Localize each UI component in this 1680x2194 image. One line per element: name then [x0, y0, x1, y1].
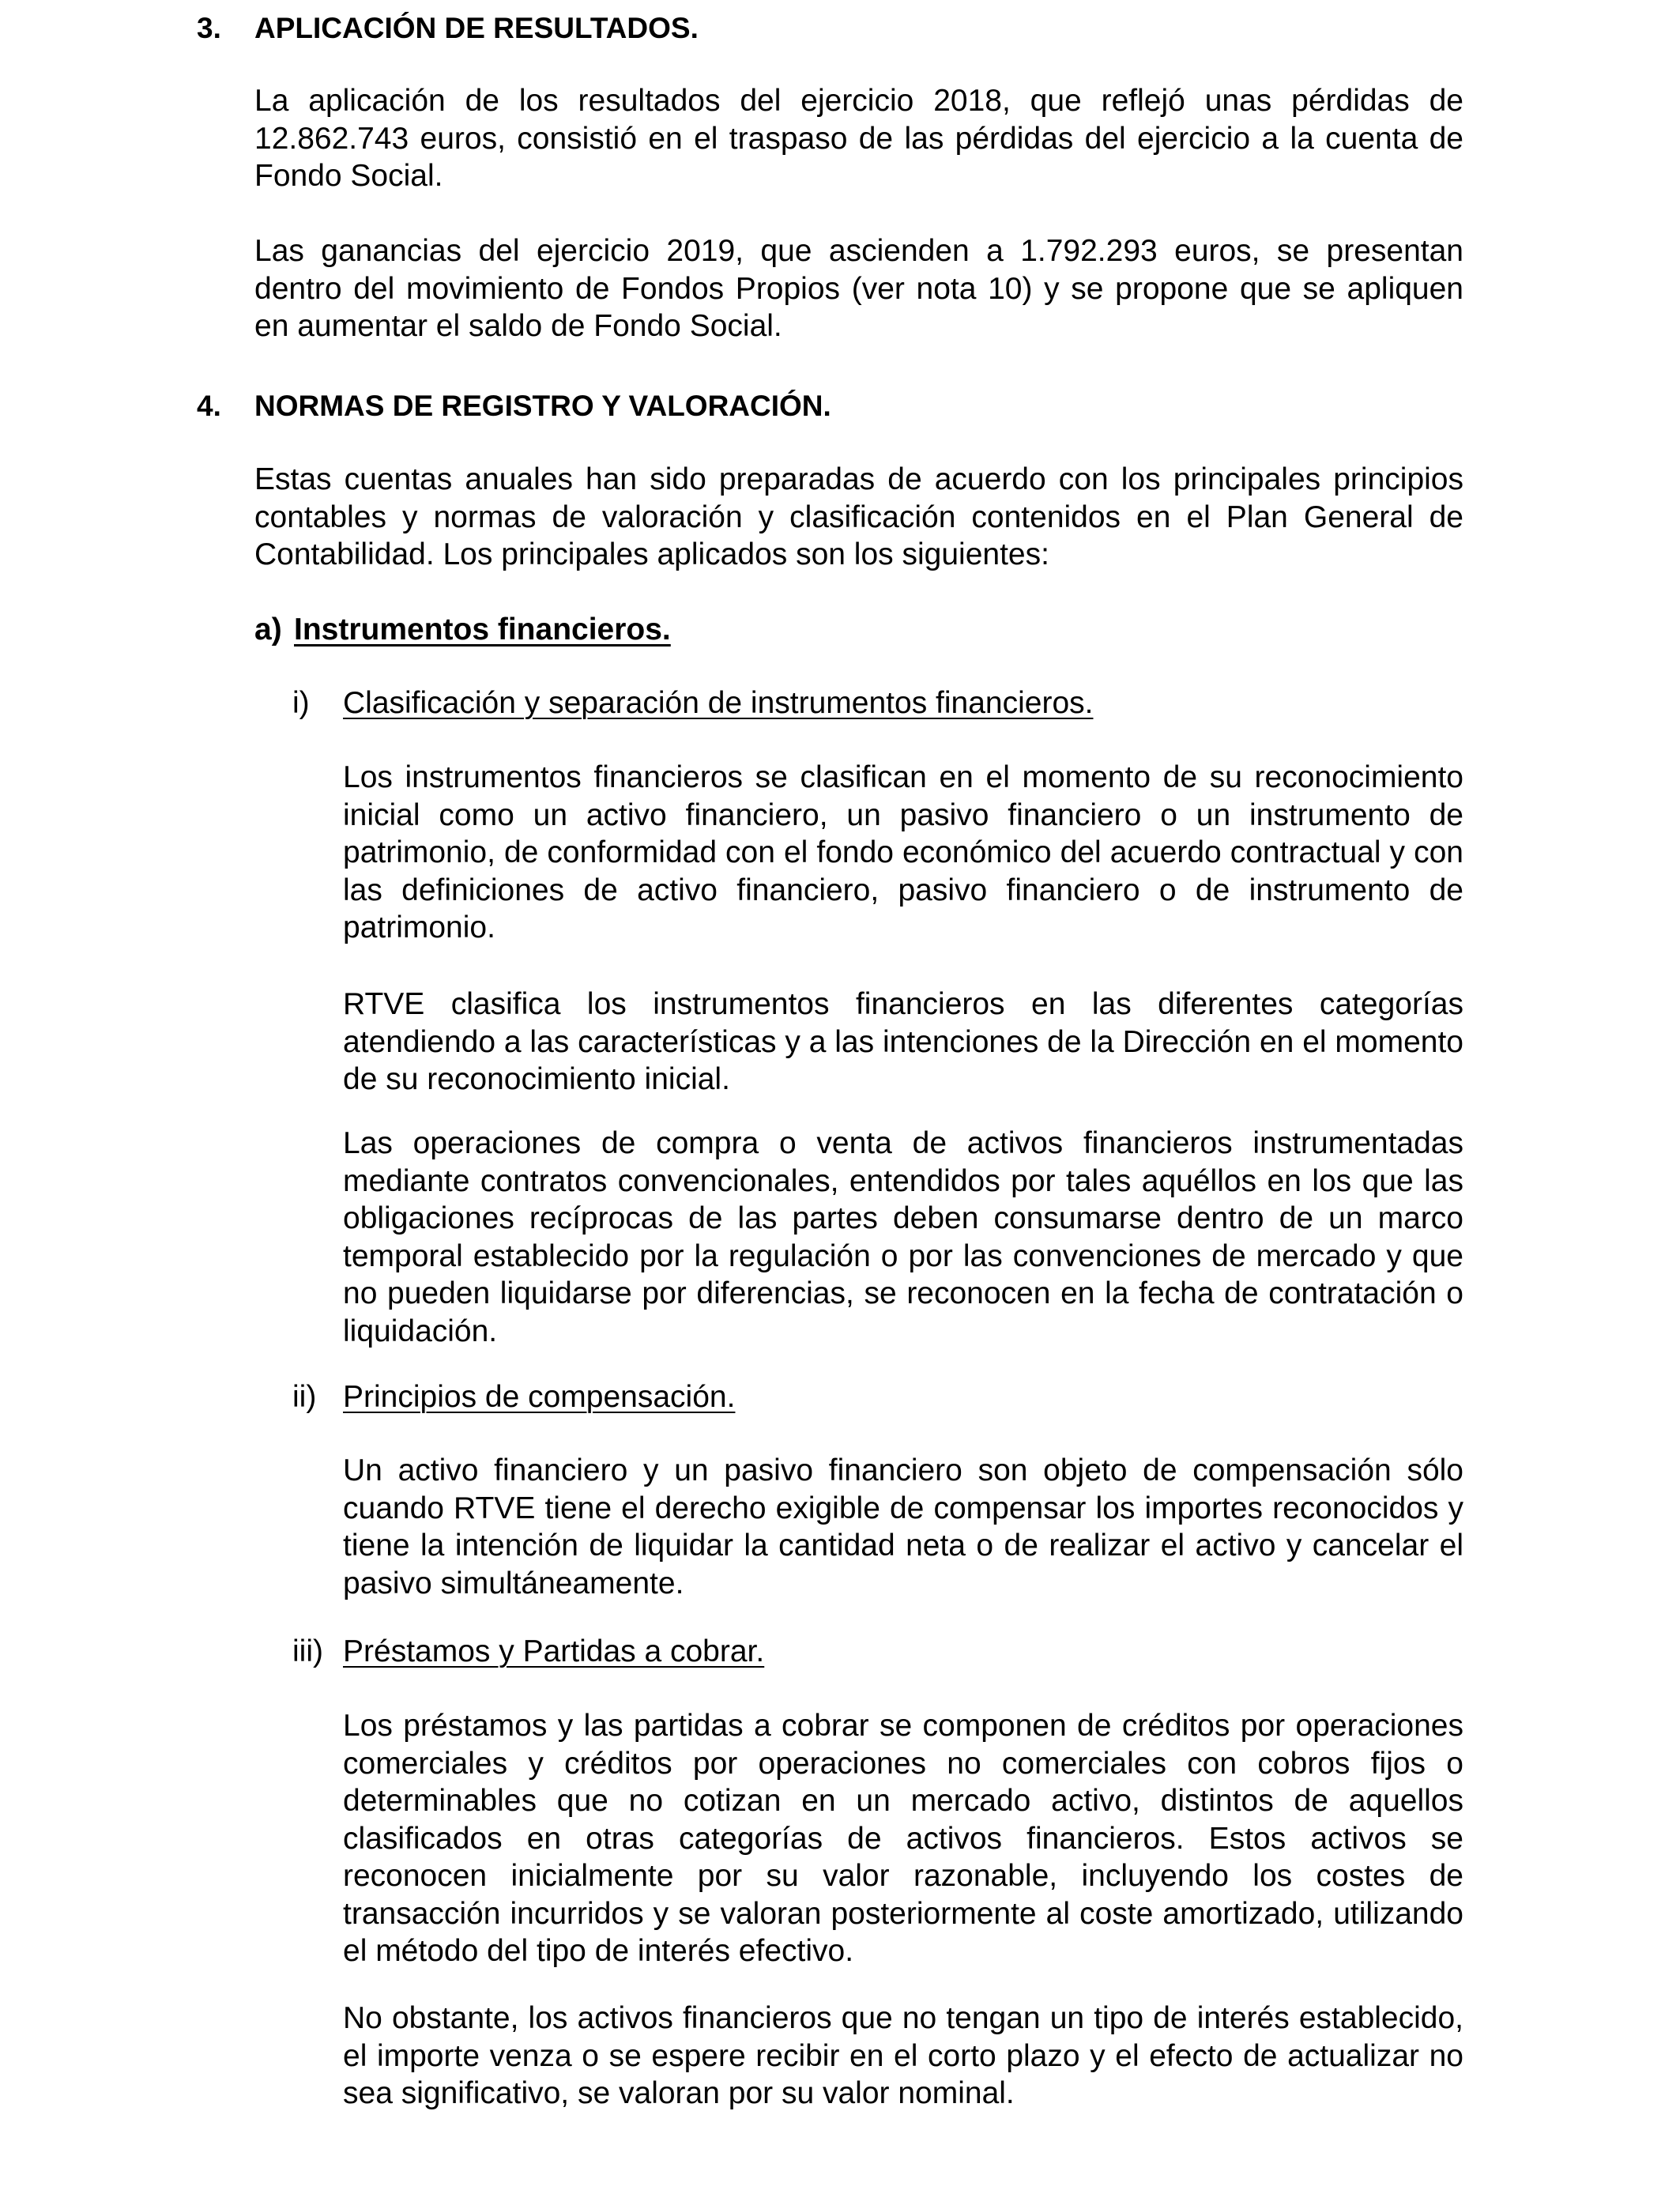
- section-4-heading: [197, 387, 831, 425]
- item-iii-heading: [292, 1633, 764, 1671]
- section-3-title: APLICACIÓN DE RESULTADOS.: [254, 12, 699, 44]
- item-iii-paragraph-1: Los préstamos y las partidas a cobrar se componen de créditos por operaciones comerciales y créditos por operaciones no comerciales con cobros fijos o determinables que no cotizan en un mercado activo, distintos de aquellos clasificados en otras categorías de activos financieros. Estos activos se reconocen inicialmente por su valor razonable, incluyendo los costes de transacción incurridos y se valoran posteriormente al coste amortizado, utilizando el método del tipo de interés efectivo.: [343, 1709, 1463, 1968]
- item-i-paragraph-3: Las operaciones de compra o venta de activos financieros instrumentadas mediante contratos convencionales, entendidos por tales aquéllos en los que las obligaciones recíprocas de las partes deben consumarse dentro de un marco temporal establecido por la regulación o por las convenciones de mercado y que no pueden liquidarse por diferencias, se reconocen en la fecha de contratación o liquidación.: [343, 1126, 1463, 1348]
- section-4-title: NORMAS DE REGISTRO Y VALORACIÓN.: [254, 390, 831, 422]
- item-ii-paragraph-1: Un activo financiero y un pasivo financiero son objeto de compensación sólo cuando RTVE tiene el derecho exigible de compensar los importes reconocidos y tiene la intención de liquidar la cantidad neta o de realizar el activo y cancelar el pasivo simultáneamente.: [343, 1453, 1463, 1600]
- item-ii-title: Principios de compensación.: [343, 1380, 736, 1414]
- item-i-paragraph-1: Los instrumentos financieros se clasifican en el momento de su reconocimiento inicial como un activo financiero, un pasivo financiero o un instrumento de patrimonio, de conformidad con el fondo económico del acuerdo contractual y con las definiciones de activo financiero, pasivo financiero o de instrumento de patrimonio.: [343, 760, 1463, 944]
- item-iii-paragraph-2: No obstante, los activos financieros que no tengan un tipo de interés establecido, el importe venza o se espere recibir en el corto plazo y el efecto de actualizar no sea significativo, se valoran por su valor nominal.: [343, 2001, 1463, 2110]
- item-i-paragraph-2: RTVE clasifica los instrumentos financieros en las diferentes categorías atendiendo a las características y a las intenciones de la Dirección en el momento de su reconocimiento inicial.: [343, 987, 1463, 1096]
- subsection-a-heading: [254, 611, 671, 649]
- item-ii-heading: [292, 1378, 735, 1416]
- section-3-paragraph-1: La aplicación de los resultados del ejercicio 2018, que reflejó unas pérdidas de 12.862.743 euros, consistió en el traspaso de las pérdidas del ejercicio a la cuenta de Fondo Social.: [254, 84, 1463, 193]
- section-4-number: 4.: [197, 390, 221, 422]
- section-4-intro: Estas cuentas anuales han sido preparadas de acuerdo con los principales principios contables y normas de valoración y clasificación contenidos en el Plan General de Contabilidad. Los principales aplicados son los siguientes:: [254, 462, 1463, 571]
- item-iii-marker: iii): [292, 1634, 323, 1668]
- section-3-paragraph-2: Las ganancias del ejercicio 2019, que ascienden a 1.792.293 euros, se presentan dentro del movimiento de Fondos Propios (ver nota 10) y se propone que se apliquen en aumentar el saldo de Fondo Social.: [254, 234, 1463, 343]
- item-ii-marker: ii): [292, 1380, 317, 1414]
- section-3-heading: [197, 9, 699, 47]
- subsection-a-letter: a): [254, 613, 282, 647]
- section-3-number: 3.: [197, 12, 221, 44]
- item-i-marker: i): [292, 686, 310, 720]
- subsection-a-title: Instrumentos financieros.: [294, 613, 671, 647]
- item-iii-title: Préstamos y Partidas a cobrar.: [343, 1634, 765, 1668]
- item-i-heading: [292, 684, 1093, 722]
- item-i-title: Clasificación y separación de instrumentos financieros.: [343, 686, 1094, 720]
